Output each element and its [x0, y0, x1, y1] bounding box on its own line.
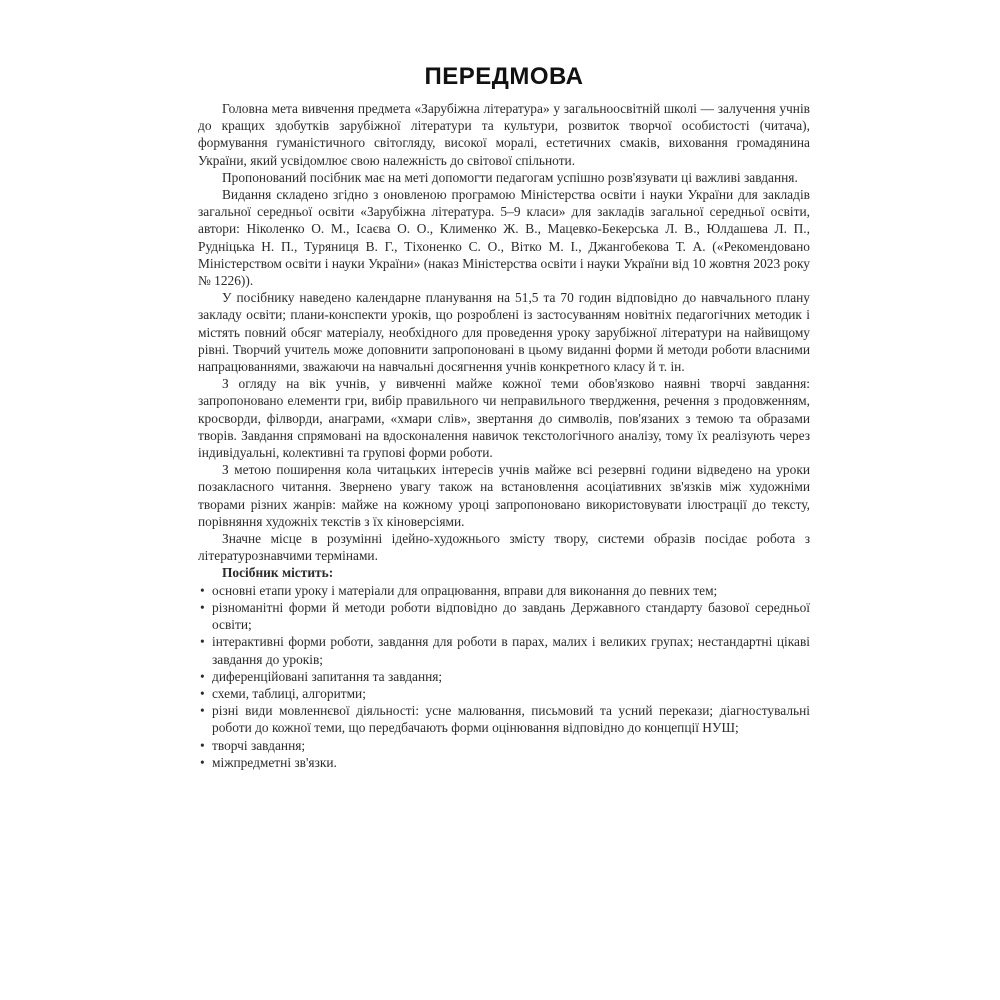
- list-item: [198, 702, 810, 736]
- list-item-text: різноманітні форми й методи роботи відповідно до завдань Державного стандарту базової середньої освіти;: [212, 599, 810, 633]
- bullet-icon: •: [200, 634, 205, 650]
- contents-list: [198, 582, 810, 771]
- bullet-icon: •: [200, 737, 205, 753]
- bullet-icon: •: [200, 754, 205, 770]
- bullet-icon: •: [200, 599, 205, 615]
- list-item: [198, 754, 810, 771]
- paragraph-goal: Головна мета вивчення предмета «Зарубіжна література» у загальноосвітній школі — залучення учнів до кращих здобутків зарубіжної літератури та культури, розвиток творчої особистості (читача), формування гуманістичного світогляду, високої моралі, естетичних смаків, виховання громадянина України, який усвідомлює свою належність до світової спільноти.: [198, 101, 810, 168]
- paragraph-planning: У посібнику наведено календарне планування на 51,5 та 70 годин відповідно до навчального плану закладу освіти; плани-конспекти уроків, що розроблені із застосуванням новітніх педагогічних методик і містять повний обсяг матеріалу, необхідного для проведення уроку зарубіжної літератури на найвищому рівні. Творчий учитель може доповнити запропоновані в цьому виданні форми й методи роботи власними напрацюваннями, зважаючи на навчальні досягнення учнів конкретного класу й т. ін.: [198, 290, 810, 375]
- bullet-icon: •: [200, 668, 205, 684]
- list-item: [198, 633, 810, 667]
- list-item-text: різні види мовленнєвої діяльності: усне малювання, письмовий та усний перекази; діагностувальні роботи до кожної теми, що передбачають форми оцінювання відповідно до концепції НУШ;: [212, 703, 810, 736]
- paragraph-program: Видання складено згідно з оновленою програмою Міністерства освіти і науки України для закладів загальної середньої освіти «Зарубіжна література. 5–9 класи» для закладів загальної середньої освіти, автори: Ніколенко О. М., Ісаєва О. О., Клименко Ж. В., Мацевко-Бекерська Л. В., Юлдашева Л. П., Рудніцька Н. П., Туряниця В. Г., Тіхоненко С. О., Вітко М. І., Джангобекова Т. А. («Рекомендовано Міністерством освіти і науки України» (наказ Міністерства освіти і науки України від 10 жовтня 2023 року № 1226)).: [198, 187, 810, 289]
- bullet-icon: •: [200, 582, 205, 598]
- document-page: [198, 62, 810, 771]
- bullet-icon: •: [200, 685, 205, 701]
- list-item-text: основні етапи уроку і матеріали для опрацювання, вправи для виконання до певних тем;: [212, 582, 718, 598]
- page-title: ПЕРЕДМОВА: [424, 63, 584, 90]
- paragraph-extracurricular: З метою поширення кола читацьких інтересів учнів майже всі резервні години відведено на уроки позакласного читання. Звернено увагу також на встановлення асоціативних зв'язків між художніми творами різних жанрів: майже на кожному уроці запропоновано використовувати ілюстрації до тексту, порівняння художніх текстів з їх кіноверсіями.: [198, 462, 810, 529]
- list-item: [198, 582, 810, 599]
- paragraph-terminology: Значне місце в розумінні ідейно-художнього змісту твору, системи образів посідає робота з літературознавчими термінами.: [198, 531, 810, 564]
- list-item: [198, 668, 810, 685]
- list-item: [198, 737, 810, 754]
- bullet-icon: •: [200, 703, 205, 719]
- list-item: [198, 599, 810, 633]
- list-item-text: інтерактивні форми роботи, завдання для роботи в парах, малих і великих групах; нестандартні цікаві завдання до уроків;: [212, 634, 810, 667]
- list-item-text: диференційовані запитання та завдання;: [212, 668, 443, 684]
- list-item-text: міжпредметні зв'язки.: [212, 754, 337, 770]
- list-heading: Посібник містить:: [222, 565, 334, 581]
- list-item-text: схеми, таблиці, алгоритми;: [212, 685, 366, 701]
- list-item: [198, 685, 810, 702]
- paragraph-creative-tasks: З огляду на вік учнів, у вивченні майже кожної теми обов'язково наявні творчі завдання: запропоновано елементи гри, вибір правильного чи неправильного твердження, речення з продовженням, кросворди, філворди, анаграми, «хмари слів», звертання до символів, пов'язаних з темою та образами творів. Завдання спрямовані на вдосконалення навичок текстологічного аналізу, тому їх реалізують через індивідуальні, колективні та групові форми роботи.: [198, 376, 810, 461]
- paragraph-purpose: Пропонований посібник має на меті допомогти педагогам успішно розв'язувати ці важливі завдання.: [222, 169, 798, 185]
- list-item-text: творчі завдання;: [212, 737, 306, 753]
